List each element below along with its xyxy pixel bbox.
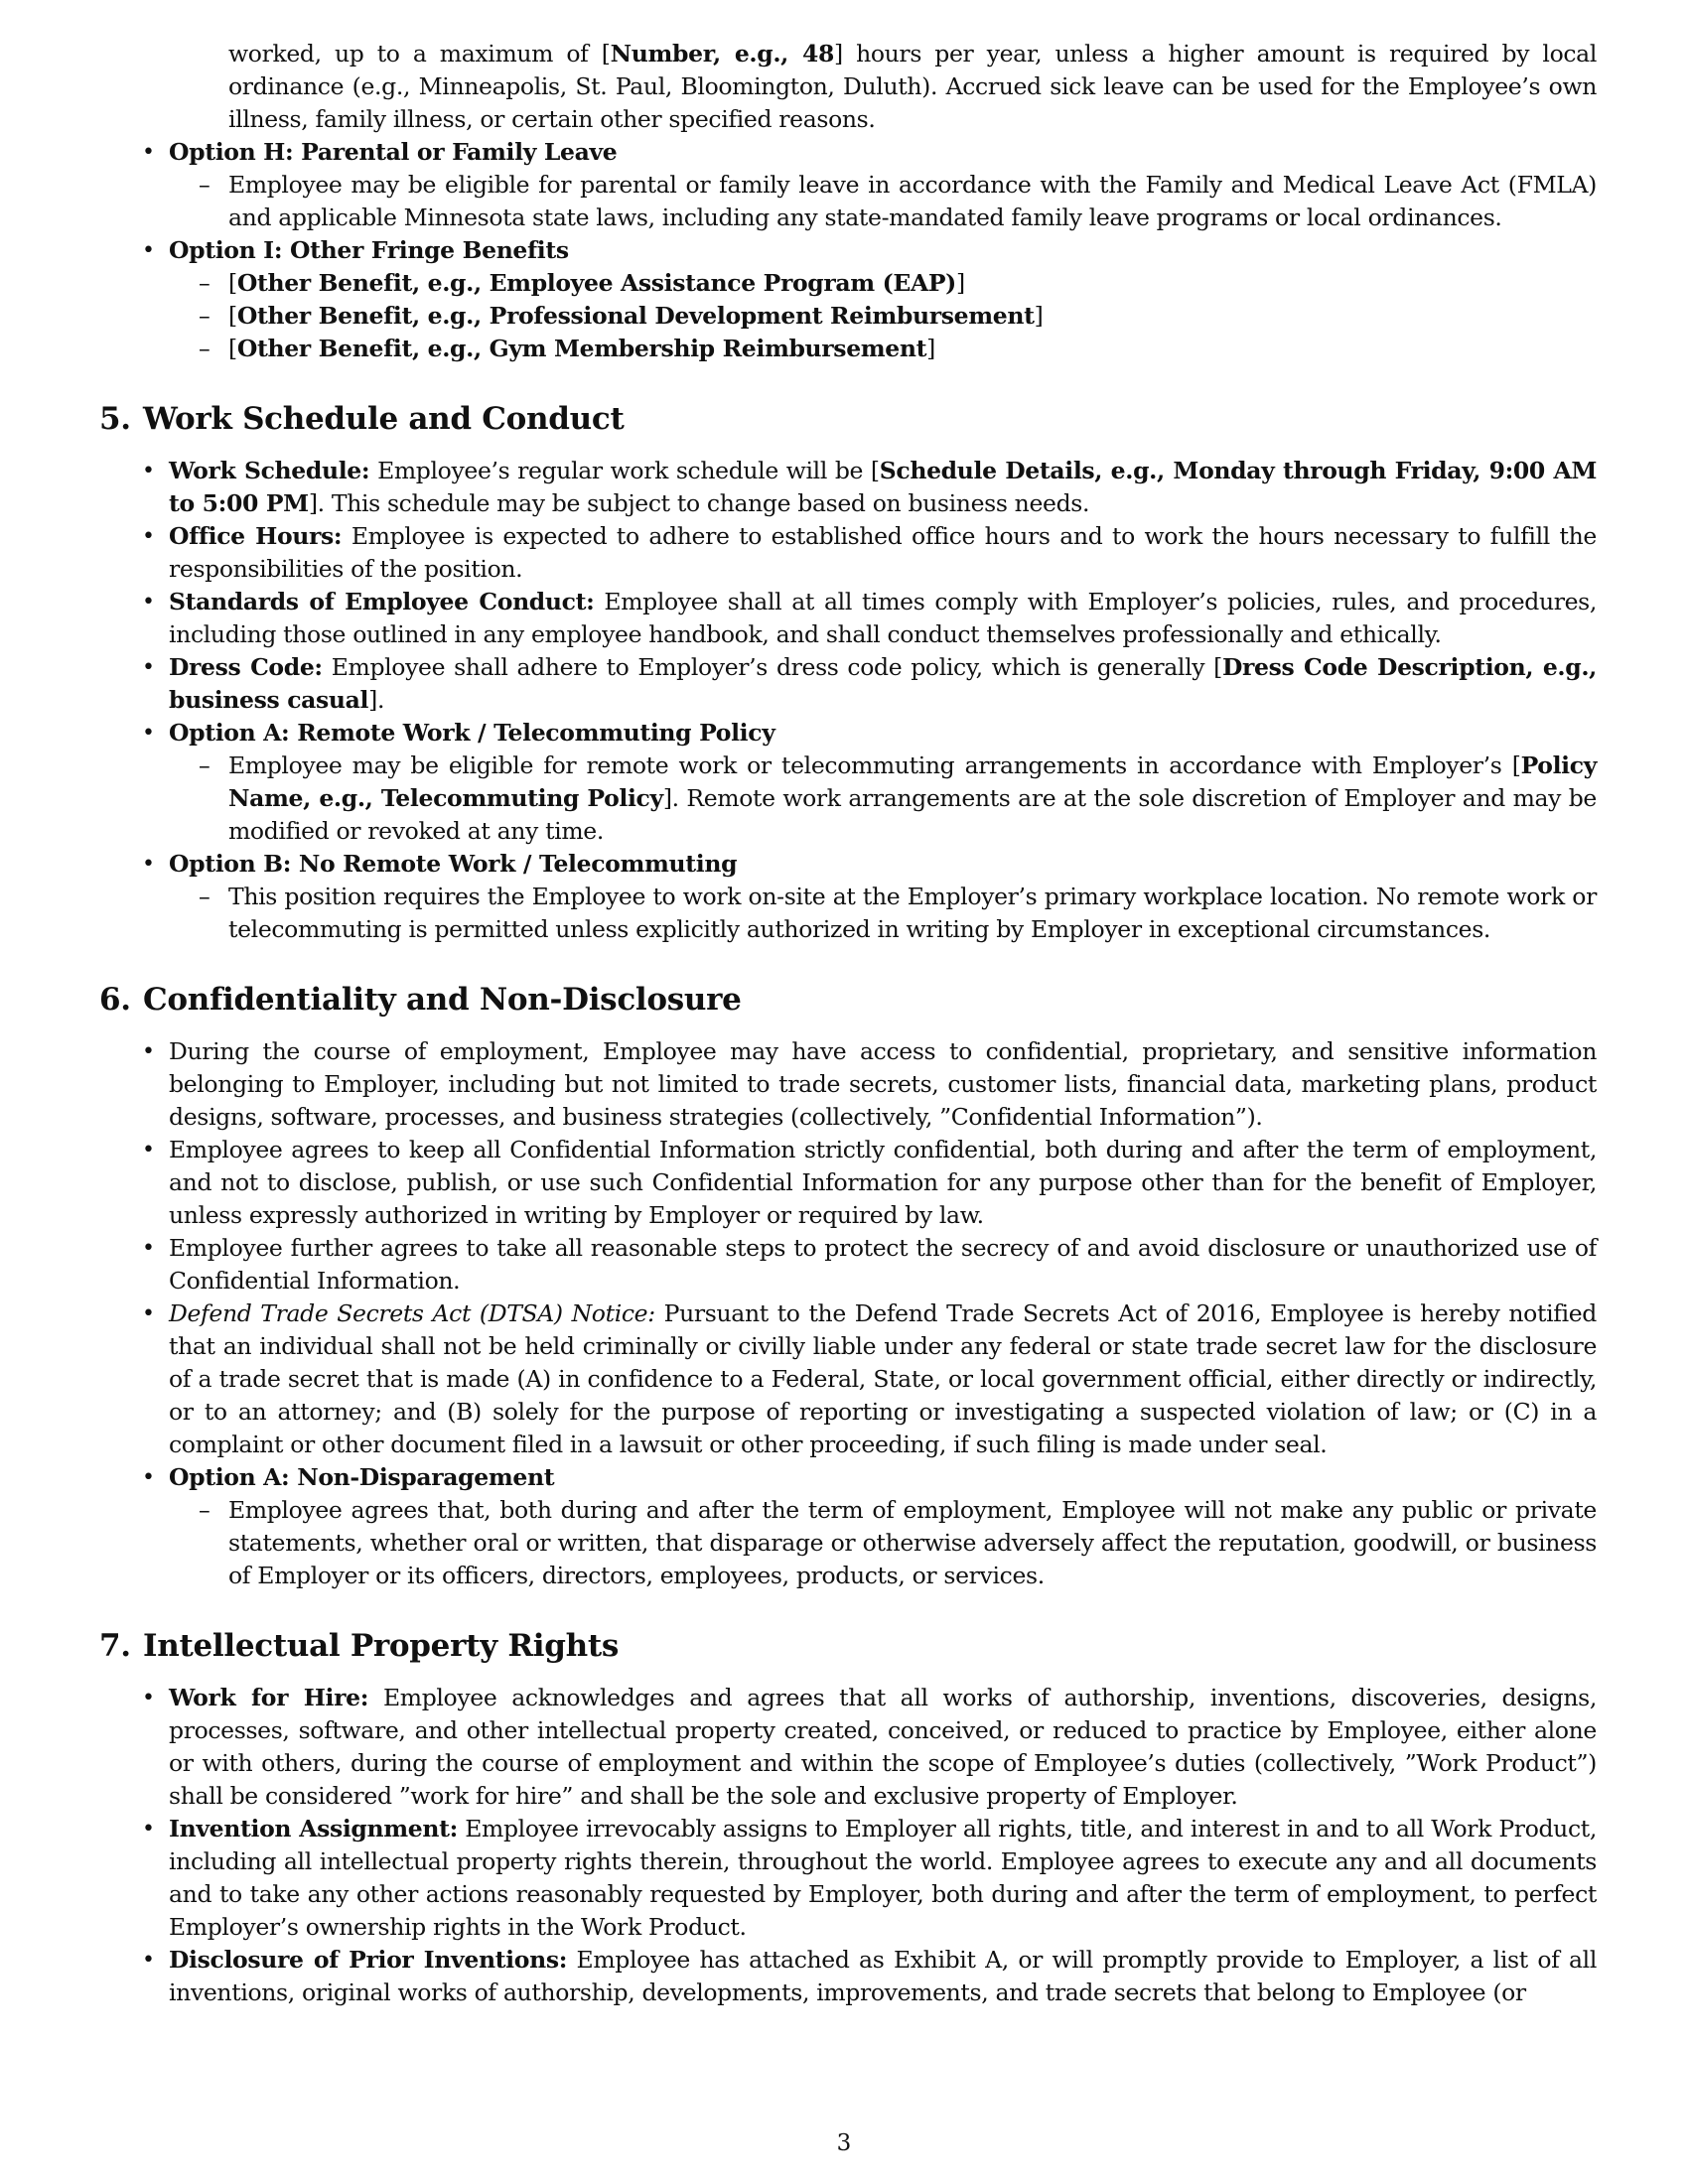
non-disparagement-item: • Option A: Non-Disparagement – Employee agrees that, both during and after the term of employment, Employee will not make any public or private statements, whether oral or written, that disparage or otherwise adversely affect the reputation, goodwill, or business of Employer or its officers, directors, employees, products, or services. (99, 1461, 1597, 1592)
conduct-standards-item: • Standards of Employee Conduct: Employee shall at all times comply with Employer’s policies, rules, and procedures, including those outlined in any employee handbook, and shall conduct themselves professionally and ethically. (99, 586, 1597, 651)
prior-inventions-item: • Disclosure of Prior Inventions: Employee has attached as Exhibit A, or will promptly provide to Employer, a list of all inventions, original works of authorship, developments, improvements, and trade secrets that belong to Employee (or (99, 1944, 1597, 2009)
section-6-list (99, 1035, 1597, 1592)
option-i-label: Option I: Other Fringe Benefits (169, 236, 569, 264)
benefit-options-list (99, 136, 1597, 365)
page-number: 3 (836, 2130, 852, 2156)
section-5-heading: 5. Work Schedule and Conduct (99, 401, 625, 437)
no-remote-option-text: – This position requires the Employee to work on-site at the Employer’s primary workplace location. No remote work or telecommuting is permitted unless explicitly authorized in writing by Employer in exceptional circumstances. (169, 881, 1597, 946)
sick-leave-continuation: worked, up to a maximum of [Number, e.g., 48] hours per year, unless a higher amount is required by local ordinance (e.g., Minneapolis, St. Paul, Bloomington, Duluth). Accrued sick leave can be used for the Employee’s own illness, family illness, or certain other specified reasons. (228, 40, 1598, 133)
remote-work-option-text: – Employee may be eligible for remote work or telecommuting arrangements in accordance with Employer’s [Policy Name, e.g., Telecommuting Policy]. Remote work arrangements are at the sole discretion of Employer and may be modified or revoked at any time. (169, 750, 1597, 848)
option-i-benefit: – [Other Benefit, e.g., Professional Development Reimbursement] (169, 300, 1597, 333)
option-h-text: – Employee may be eligible for parental or family leave in accordance with the Family and Medical Leave Act (FMLA) and applicable Minnesota state laws, including any state-mandated family leave programs or local ordinances. (169, 169, 1597, 234)
section-7-heading: 7. Intellectual Property Rights (99, 1628, 620, 1664)
number-placeholder: Number, e.g., 48 (610, 40, 834, 68)
office-hours-item: • Office Hours: Employee is expected to adhere to established office hours and to work the hours necessary to fulfill the responsibilities of the position. (99, 520, 1597, 586)
secrecy-steps-item: • Employee further agrees to take all reasonable steps to protect the secrecy of and avoid disclosure or unauthorized use of Confidential Information. (99, 1232, 1597, 1297)
option-i-benefit: – [Other Benefit, e.g., Employee Assistance Program (EAP)] (169, 267, 1597, 300)
confidentiality-agreement-item: • Employee agrees to keep all Confidential Information strictly confidential, both during and after the term of employment, and not to disclose, publish, or use such Confidential Information for any purpose other than for the benefit of Employer, unless expressly authorized in writing by Employer or required by law. (99, 1134, 1597, 1232)
option-i-item (99, 234, 1597, 365)
section-7-list (99, 1682, 1597, 2009)
remote-work-option-item: • Option A: Remote Work / Telecommuting Policy – Employee may be eligible for remote work or telecommuting arrangements in accordance with Employer’s [Policy Name, e.g., Telecommuting Policy]. Remote work arrangements are at the sole discretion of Employer and may be modified or revoked at any time. (99, 717, 1597, 848)
section-5-list (99, 455, 1597, 946)
no-remote-option-item: • Option B: No Remote Work / Telecommuting – This position requires the Employee to work on-site at the Employer’s primary workplace location. No remote work or telecommuting is permitted unless explicitly authorized in writing by Employer in exceptional circumstances. (99, 848, 1597, 946)
document-page (99, 38, 1597, 2009)
confidential-info-item: • During the course of employment, Employee may have access to confidential, proprietary, and sensitive information belonging to Employer, including but not limited to trade secrets, customer lists, financial data, marketing plans, product designs, software, processes, and business strategies (collectively, ”Confidential Information”). (99, 1035, 1597, 1134)
option-i-benefit: – [Other Benefit, e.g., Gym Membership Reimbursement] (169, 333, 1597, 365)
dtsa-notice-item: • Defend Trade Secrets Act (DTSA) Notice: Pursuant to the Defend Trade Secrets Act of 2016, Employee is hereby notified that an individual shall not be held criminally or civilly liable under any federal or state trade secret law for the disclosure of a trade secret that is made (A) in confidence to a Federal, State, or local government official, either directly or indirectly, or to an attorney; and (B) solely for the purpose of reporting or investigating a suspected violation of law; or (C) in a complaint or other document filed in a lawsuit or other proceeding, if such filing is made under seal. (99, 1297, 1597, 1461)
section-6-heading: 6. Confidentiality and Non-Disclosure (99, 982, 742, 1018)
dress-code-item: • Dress Code: Employee shall adhere to Employer’s dress code policy, which is generally [Dress Code Description, e.g., business casual]. (99, 651, 1597, 717)
option-h-item (99, 136, 1597, 234)
invention-assignment-item: • Invention Assignment: Employee irrevocably assigns to Employer all rights, title, and interest in and to all Work Product, including all intellectual property rights therein, throughout the world. Employee agrees to execute any and all documents and to take any other actions reasonably requested by Employer, both during and after the term of employment, to perfect Employer’s ownership rights in the Work Product. (99, 1813, 1597, 1944)
work-for-hire-item: • Work for Hire: Employee acknowledges and agrees that all works of authorship, inventions, discoveries, designs, processes, software, and other intellectual property created, conceived, or reduced to practice by Employee, either alone or with others, during the course of employment and within the scope of Employee’s duties (collectively, ”Work Product”) shall be considered ”work for hire” and shall be the sole and exclusive property of Employer. (99, 1682, 1597, 1813)
non-disparagement-text: – Employee agrees that, both during and after the term of employment, Employee will not make any public or private statements, whether oral or written, that disparage or otherwise adversely affect the reputation, goodwill, or business of Employer or its officers, directors, employees, products, or services. (169, 1494, 1597, 1592)
option-h-label: Option H: Parental or Family Leave (169, 138, 618, 166)
work-schedule-item: • Work Schedule: Employee’s regular work schedule will be [Schedule Details, e.g., Monday through Friday, 9:00 AM to 5:00 PM]. This schedule may be subject to change based on business needs. (99, 455, 1597, 520)
